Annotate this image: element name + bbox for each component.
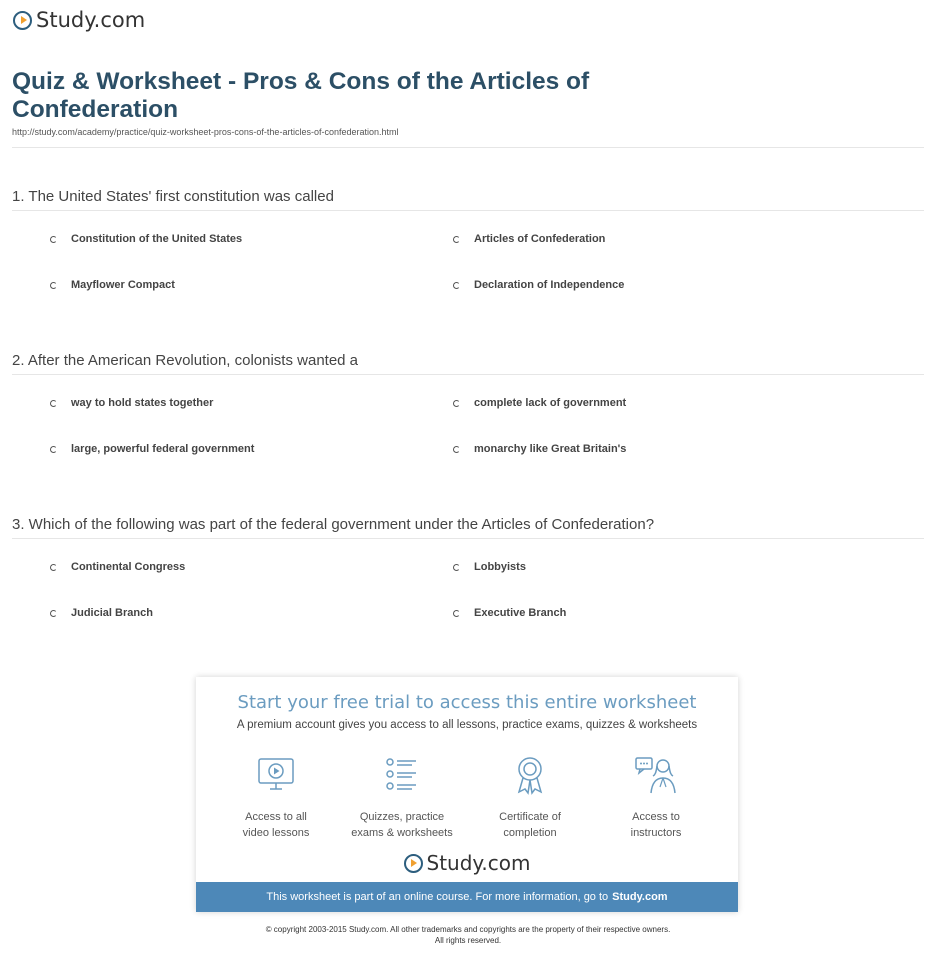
question-1: 1. The United States' first constitution was called bbox=[12, 188, 334, 205]
promo-title[interactable]: Start your free trial to access this entire worksheet bbox=[237, 692, 697, 713]
option-label: large, powerful federal government bbox=[71, 443, 255, 455]
option-label: Articles of Confederation bbox=[474, 233, 606, 245]
radio-button[interactable] bbox=[50, 282, 57, 289]
page-url: http://study.com/academy/practice/quiz-worksheet-pros-cons-of-the-articles-of-confederation.html bbox=[12, 127, 399, 137]
q3-option-a[interactable] bbox=[50, 561, 185, 573]
radio-button[interactable] bbox=[50, 564, 57, 571]
option-label: way to hold states together bbox=[71, 397, 214, 409]
instructor-icon bbox=[634, 755, 678, 795]
option-label: complete lack of government bbox=[474, 397, 627, 409]
q3-option-b[interactable] bbox=[453, 561, 526, 573]
radio-button[interactable] bbox=[453, 446, 460, 453]
feature-label-line: video lessons bbox=[242, 827, 310, 839]
promo-info-bar bbox=[196, 882, 738, 912]
q2-option-c[interactable] bbox=[50, 443, 254, 455]
radio-button[interactable] bbox=[50, 446, 57, 453]
promo-study-logo[interactable] bbox=[196, 851, 738, 875]
radio-button[interactable] bbox=[50, 610, 57, 617]
feature-certificate bbox=[470, 755, 590, 841]
certificate-icon bbox=[510, 755, 550, 795]
q1-option-a[interactable] bbox=[50, 233, 242, 245]
video-lesson-icon bbox=[256, 755, 296, 795]
promo-bar-text: This worksheet is part of an online course. For more information, go to bbox=[266, 891, 609, 903]
option-label: Executive Branch bbox=[474, 607, 567, 619]
radio-button[interactable] bbox=[453, 610, 460, 617]
logo-text: Study.com bbox=[36, 8, 146, 32]
radio-button[interactable] bbox=[453, 564, 460, 571]
feature-label-line: Quizzes, practice bbox=[359, 811, 445, 823]
feature-label-line: instructors bbox=[630, 827, 682, 839]
q2-option-b[interactable] bbox=[453, 397, 626, 409]
option-label: Mayflower Compact bbox=[71, 279, 175, 291]
option-label: Constitution of the United States bbox=[71, 233, 243, 245]
q2-option-a[interactable] bbox=[50, 397, 213, 409]
q2-option-d[interactable] bbox=[453, 443, 626, 455]
radio-button[interactable] bbox=[50, 236, 57, 243]
study-link[interactable]: Study.com bbox=[612, 891, 668, 903]
play-logo-icon bbox=[13, 11, 32, 30]
feature-label-line: exams & worksheets bbox=[351, 827, 453, 839]
page-title: Quiz & Worksheet - Pros & Cons of the Articles of Confederation bbox=[12, 68, 590, 123]
feature-instructors bbox=[596, 755, 716, 841]
option-label: Lobbyists bbox=[474, 561, 526, 573]
play-logo-icon bbox=[404, 854, 423, 873]
study-logo[interactable] bbox=[13, 8, 145, 32]
radio-button[interactable] bbox=[453, 236, 460, 243]
feature-quizzes bbox=[342, 755, 462, 841]
q3-option-d[interactable] bbox=[453, 607, 566, 619]
feature-video-lessons bbox=[216, 755, 336, 841]
option-label: Judicial Branch bbox=[71, 607, 153, 619]
feature-label-line: completion bbox=[503, 827, 557, 839]
option-label: Continental Congress bbox=[71, 561, 186, 573]
q1-option-d[interactable] bbox=[453, 279, 624, 291]
q1-option-c[interactable] bbox=[50, 279, 175, 291]
divider bbox=[12, 374, 924, 375]
q3-option-c[interactable] bbox=[50, 607, 153, 619]
feature-label-line: Access to bbox=[632, 811, 680, 823]
radio-button[interactable] bbox=[453, 282, 460, 289]
option-label: monarchy like Great Britain's bbox=[474, 443, 627, 455]
radio-button[interactable] bbox=[50, 400, 57, 407]
radio-button[interactable] bbox=[453, 400, 460, 407]
promo-subtitle: A premium account gives you access to all lessons, practice exams, quizzes & worksheets bbox=[236, 719, 698, 731]
copyright-line: © copyright 2003-2015 Study.com. All other trademarks and copyrights are the property of their respective owners. bbox=[265, 925, 671, 934]
quiz-list-icon bbox=[382, 755, 422, 795]
divider bbox=[12, 147, 924, 148]
copyright-line: All rights reserved. bbox=[434, 936, 502, 945]
free-trial-promo bbox=[196, 677, 738, 912]
feature-label-line: Access to all bbox=[245, 811, 307, 823]
divider bbox=[12, 210, 924, 211]
option-label: Declaration of Independence bbox=[474, 279, 625, 291]
question-3: 3. Which of the following was part of the federal government under the Articles of Confederation? bbox=[12, 516, 655, 533]
q1-option-b[interactable] bbox=[453, 233, 605, 245]
divider bbox=[12, 538, 924, 539]
copyright bbox=[0, 924, 936, 946]
logo-text: Study.com bbox=[426, 851, 531, 875]
question-2: 2. After the American Revolution, colonists wanted a bbox=[12, 352, 359, 369]
feature-label-line: Certificate of bbox=[499, 811, 561, 823]
